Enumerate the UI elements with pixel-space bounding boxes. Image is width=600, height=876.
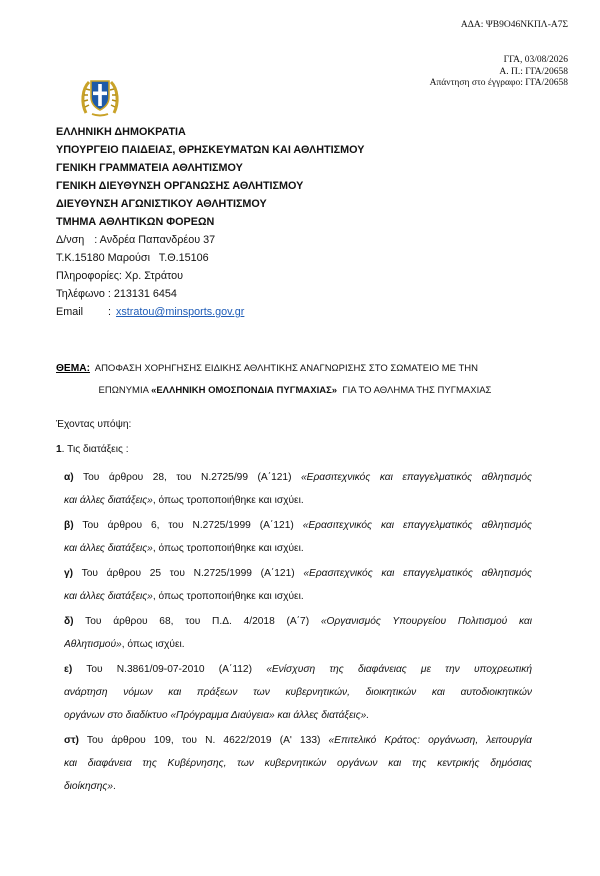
info-row: Πληροφορίες: Χρ. Στράτου (56, 270, 184, 282)
provision-text: Του Ν.3861/09-07-2010 (Α΄112) (72, 664, 267, 675)
provision-line (64, 585, 532, 608)
provision-title: ανάρτηση νόμων και πράξεων των κυβερνητικών, διοικητικών και αυτοδιοικητικών (64, 687, 532, 698)
given-heading: Έχοντας υπόψη: (56, 419, 132, 430)
header-line: ΔΙΕΥΘΥΝΣΗ ΑΓΩΝΙΣΤΙΚΟΥ ΑΘΛΗΤΙΣΜΟΥ (56, 198, 267, 210)
email-row (56, 303, 244, 321)
provision-line (64, 610, 532, 633)
provision-item (64, 562, 532, 608)
subject-text-3: ΓΙΑ ΤΟ ΑΘΛΗΜΑ ΤΗΣ ΠΥΓΜΑΧΙΑΣ (337, 385, 492, 396)
provision-line (64, 658, 532, 681)
provision-text: Του άρθρου 109, του Ν. 4622/2019 (Α' 133) (78, 735, 329, 746)
provision-text: Του άρθρου 68, του Π.Δ. 4/2018 (Α΄7) (73, 616, 321, 627)
subject-block (56, 358, 546, 402)
provision-title: «Ερασιτεχνικός και επαγγελματικός αθλητισμός (303, 568, 532, 579)
federation-name: «ΕΛΛΗΝΙΚΗ ΟΜΟΣΠΟΝΔΙΑ ΠΥΓΜΑΧΙΑΣ» (151, 385, 338, 396)
greek-coat-of-arms-icon (80, 73, 120, 117)
provision-item (64, 658, 532, 727)
email-label: Email (56, 306, 83, 318)
provision-title: «Οργανισμός Υπουργείου Πολιτισμού και (320, 616, 532, 627)
provision-text: , όπως τροποποιήθηκε και ισχύει. (152, 543, 304, 554)
header-line: ΥΠΟΥΡΓΕΙΟ ΠΑΙΔΕΙΑΣ, ΘΡΗΣΚΕΥΜΑΤΩΝ ΚΑΙ ΑΘΛΗΤΙΣΜΟΥ (56, 144, 365, 156)
subject-label: ΘΕΜΑ: (56, 363, 90, 374)
phone-row: Τηλέφωνο : 213131 6454 (56, 288, 177, 300)
email-colon: : (108, 306, 111, 318)
provision-label: β) (64, 520, 74, 531)
provision-label: ε) (64, 664, 73, 675)
provision-line (64, 562, 532, 585)
provision-text: Του άρθρου 28, του Ν.2725/99 (Α΄121) (73, 472, 301, 483)
provision-title: και άλλες διατάξεις» (64, 495, 153, 506)
item-1 (56, 444, 129, 455)
provision-line (64, 537, 532, 560)
date-line: ΓΓΑ, 03/08/2026 (503, 55, 568, 65)
email-link[interactable]: xstratou@minsports.gov.gr (116, 306, 245, 318)
provision-line (64, 729, 532, 752)
provision-text: , όπως τροποποιήθηκε και ισχύει. (152, 591, 304, 602)
subject-text-2: ΕΠΩΝΥΜΙΑ (98, 385, 152, 396)
provision-label: στ) (64, 735, 79, 746)
provision-title: Αθλητισμού» (64, 639, 122, 650)
provision-item (64, 610, 532, 656)
header-line: ΕΛΛΗΝΙΚΗ ΔΗΜΟΚΡΑΤΙΑ (56, 126, 186, 138)
provision-title: «Επιτελικό Κράτος: οργάνωση, λειτουργία (328, 735, 532, 746)
provision-item (64, 514, 532, 560)
subject-text-1: ΑΠΟΦΑΣΗ ΧΟΡΗΓΗΣΗΣ ΕΙΔΙΚΗΣ ΑΘΛΗΤΙΚΗΣ ΑΝΑΓΝΩΡΙΣΗΣ ΣΤΟ ΣΩΜΑΤΕΙΟ ΜΕ ΤΗΝ (94, 363, 478, 374)
subject-line-2 (56, 380, 546, 402)
provision-label: δ) (64, 616, 74, 627)
provision-title: οργάνων στο διαδίκτυο «Πρόγραμμα Διαύγεια» και άλλες διατάξεις». (64, 710, 370, 721)
address-row (56, 231, 244, 249)
provision-item (64, 729, 532, 798)
protocol-line: Α. Π.: ΓΓΑ/20658 (499, 66, 568, 77)
header-line: ΤΜΗΜΑ ΑΘΛΗΤΙΚΩΝ ΦΟΡΕΩΝ (56, 216, 215, 228)
address-label: Δ/νση (56, 234, 85, 246)
reply-line: Απάντηση στο έγγραφο: ΓΓΑ/20658 (429, 78, 568, 88)
provision-line (64, 489, 532, 512)
provision-label: γ) (64, 568, 74, 579)
provisions-list (64, 466, 532, 800)
provision-title: «Ενίσχυση της διαφάνειας με την υποχρεωτική (266, 664, 532, 675)
provision-title: και διαφάνεια της Κυβέρνησης, των κυβερνητικών οργάνων και της κεντρικής δημόσιας (64, 758, 532, 769)
provision-text: Του άρθρου 6, του Ν.2725/1999 (Α΄121) (73, 520, 303, 531)
subject-line-1 (56, 358, 546, 380)
provision-line (64, 775, 532, 798)
item-1-number: 1 (56, 444, 62, 455)
provision-item (64, 466, 532, 512)
provision-line (64, 704, 532, 727)
provision-text: . (113, 781, 116, 792)
header-line: ΓΕΝΙΚΗ ΓΡΑΜΜΑΤΕΙΑ ΑΘΛΗΤΙΣΜΟΥ (56, 162, 243, 174)
provision-title: «Ερασιτεχνικός και επαγγελματικός αθλητισμός (301, 472, 532, 483)
provision-line (64, 466, 532, 489)
header-line: ΓΕΝΙΚΗ ΔΙΕΥΘΥΝΣΗ ΟΡΓΑΝΩΣΗΣ ΑΘΛΗΤΙΣΜΟΥ (56, 180, 304, 192)
postal-row: Τ.Κ.15180 Μαρούσι Τ.Θ.15106 (56, 252, 209, 264)
provision-title: και άλλες διατάξεις» (64, 543, 153, 554)
provision-title: διοίκησης» (64, 781, 114, 792)
contact-block (56, 231, 244, 321)
provision-line (64, 633, 532, 656)
provision-text: , όπως ισχύει. (121, 639, 185, 650)
provision-line (64, 681, 532, 704)
provision-text: , όπως τροποποιήθηκε και ισχύει. (152, 495, 304, 506)
address-value: : Ανδρέα Παπανδρέου 37 (94, 234, 216, 246)
provision-title: «Ερασιτεχνικός και επαγγελματικός αθλητισμός (302, 520, 532, 531)
ministry-header (56, 123, 364, 231)
provision-text: Του άρθρου 25 του Ν.2725/1999 (Α΄121) (73, 568, 304, 579)
provision-line (64, 514, 532, 537)
provision-label: α) (64, 472, 74, 483)
reference-block (430, 55, 568, 90)
item-1-text: . Τις διατάξεις : (61, 444, 129, 455)
ada-code: ΑΔΑ: ΨΒ9Ο46ΝΚΠΛ-Α7Σ (460, 20, 568, 30)
provision-title: και άλλες διατάξεις» (64, 591, 153, 602)
provision-line (64, 752, 532, 775)
